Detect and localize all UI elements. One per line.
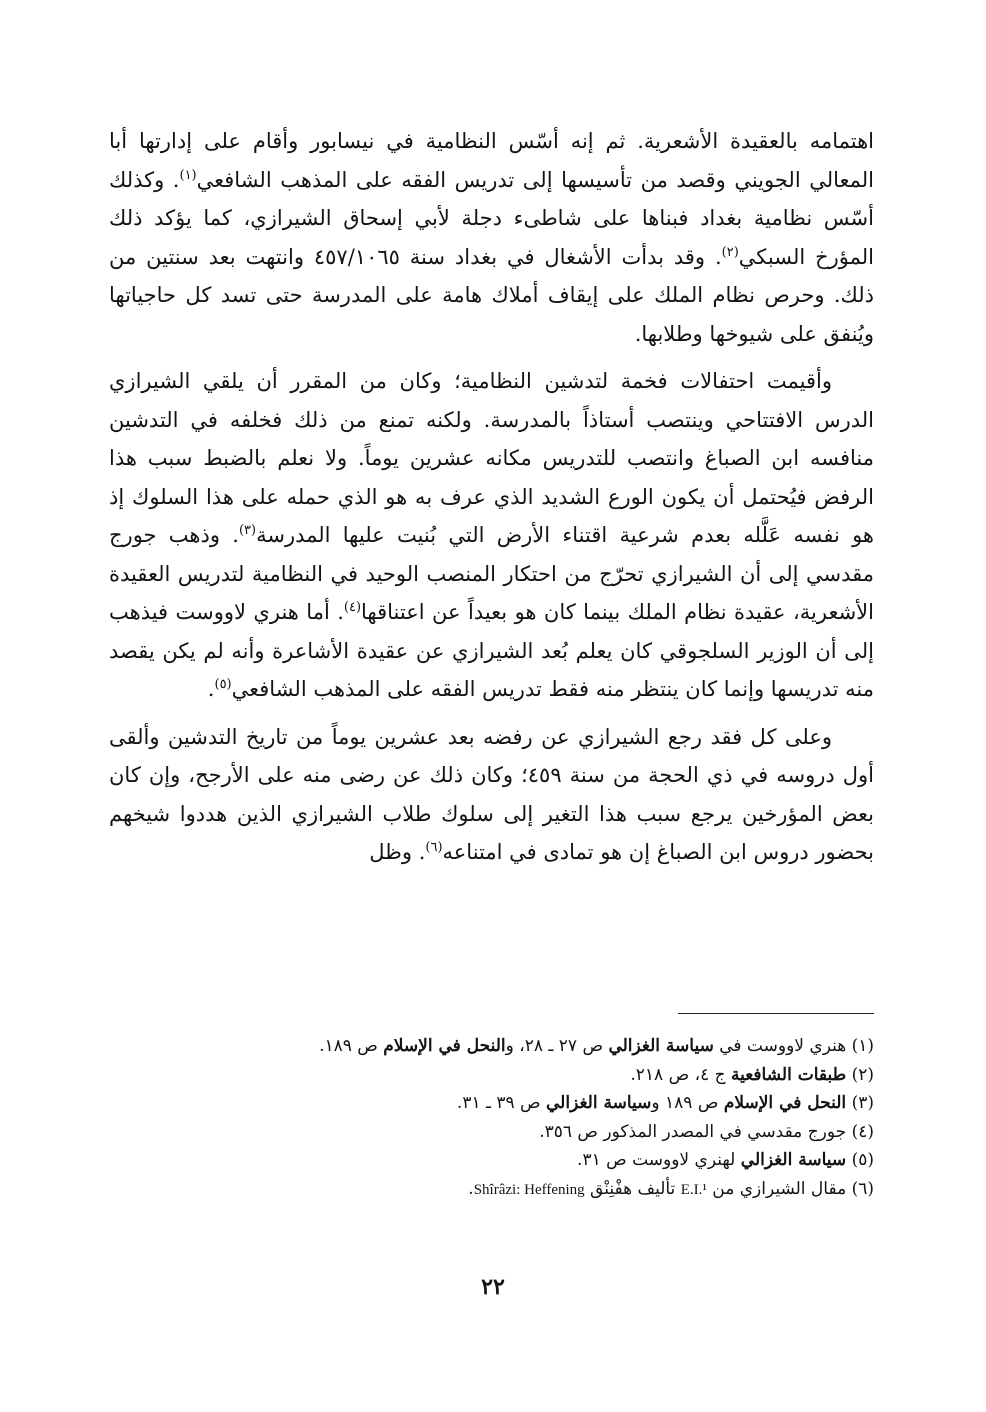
footnote-text: ص ١٨٩ و bbox=[651, 1093, 724, 1114]
footnote-ref-4: (٤) bbox=[343, 600, 362, 615]
footnote-text: ص ١٨٩. bbox=[319, 1036, 384, 1056]
footnote-title: طبقات الشافعية bbox=[730, 1064, 847, 1085]
footnote-number: (٢) bbox=[851, 1064, 874, 1085]
footnote-3 bbox=[109, 1089, 874, 1118]
paragraph-text: وأقيمت احتفالات فخمة لتدشين النظامية؛ وكان من المقرر أن يلقي الشيرازي الدرس الافتتاحي وينتصب أستاذاً بالمدرسة. ولكنه تمنع من ذلك فخلفه في التدشين منافسه ابن الصباغ وانتصب للتدريس مكانه عشرين يوماً. ولا نعلم بالضبط سبب هذا الرفض فيُحتمل أن يكون الورع الشديد الذي عرف به هو الذي حمله على هذا السلوك إذ هو نفسه عَلَّله بعدم شرعية اقتناء الأرض التي بُنيت عليها المدرسة bbox=[109, 369, 874, 547]
footnote-text: لهنري لاووست ص ٣١. bbox=[577, 1150, 741, 1171]
footnote-number: (٦) bbox=[851, 1178, 874, 1199]
footnote-number: (٥) bbox=[851, 1150, 874, 1171]
footnote-5 bbox=[109, 1146, 874, 1175]
footnote-number: (٤) bbox=[851, 1121, 874, 1142]
footnote-separator bbox=[678, 1013, 874, 1014]
paragraph-text: . أما هنري لاووست فيذهب إلى أن الوزير السلجوقي كان يعلم بُعد الشيرازي عن عقيدة الأشاعرة وأنه لم يكن يقصد منه تدريسها وإنما كان ينتظر منه فقط تدريس الفقه على المذهب الشافعي bbox=[109, 600, 874, 701]
paragraph-1 bbox=[109, 122, 874, 353]
footnote-text: ج ٤، ص ٢١٨. bbox=[630, 1064, 731, 1085]
paragraph-text: . وظل bbox=[369, 840, 426, 864]
footnote-text: ص ٢٧ ـ ٢٨، و bbox=[505, 1036, 609, 1056]
footnote-1 bbox=[109, 1032, 874, 1061]
footnote-title: سياسة الغزالي bbox=[740, 1150, 847, 1171]
footnote-ref-5: (٥) bbox=[214, 677, 232, 692]
footnote-2 bbox=[109, 1061, 874, 1090]
footnote-text: . bbox=[468, 1178, 474, 1199]
footnotes bbox=[109, 1032, 874, 1205]
footnote-text: ص ٣٩ ـ ٣١. bbox=[456, 1093, 547, 1114]
footnote-4 bbox=[109, 1118, 874, 1147]
footnote-text: مقال الشيرازي من bbox=[706, 1178, 847, 1199]
footnote-title: سياسة الغزالي bbox=[546, 1093, 652, 1114]
footnote-number: (٣) bbox=[851, 1093, 874, 1114]
paragraph-text: اهتمامه بالعقيدة الأشعرية. ثم إنه أسّس النظامية في نيسابور وأقام على إدارتها أبا المعالي الجويني وقصد من تأسيسها إلى تدريس الفقه على المذهب الشافعي bbox=[109, 129, 875, 192]
paragraph-text: . وذهب جورج مقدسي إلى أن الشيرازي تحرّج من احتكار المنصب الوحيد في النظامية لتدريس العقيدة الأشعرية، عقيدة نظام الملك بينما كان هو بعيداً عن اعتناقها bbox=[109, 523, 874, 624]
footnote-ref-3: (٣) bbox=[238, 523, 257, 538]
footnote-title: النحل في الإسلام bbox=[723, 1093, 847, 1114]
footnote-ref-1: (١) bbox=[179, 167, 197, 183]
footnote-text: جورج مقدسي في المصدر المذكور ص ٣٥٦. bbox=[539, 1121, 847, 1142]
footnote-latin-ref: E.I.¹ bbox=[680, 1181, 707, 1198]
footnote-ref-6: (٦) bbox=[425, 840, 443, 855]
footnote-title: النحل في الإسلام bbox=[383, 1036, 506, 1056]
page-number: ٢٢ bbox=[481, 1274, 505, 1300]
body-text bbox=[109, 122, 874, 881]
paragraph-text: . وقد بدأت الأشغال في بغداد سنة ٤٥٧/١٠٦٥ وانتهت بعد سنتين من ذلك. وحرص نظام الملك على إيقاف أملاك هامة على المدرسة حتى تسد كل حاجياتها ويُنفق على شيوخها وطلابها. bbox=[109, 244, 874, 346]
footnote-latin-title: Shîrâzi: Heffening bbox=[473, 1181, 585, 1198]
footnote-text: تأليف هفْنِنْق bbox=[584, 1178, 681, 1199]
paragraph-text: وعلى كل فقد رجع الشيرازي عن رفضه بعد عشرين يوماً من تاريخ التدشين وألقى أول دروسه في ذي الحجة من سنة ٤٥٩؛ وكان ذلك عن رضى منه على الأرجح، وإن كان بعض المؤرخين يرجع سبب هذا التغير إلى سلوك طلاب الشيرازي الذين هددوا شيخهم بحضور دروس ابن الصباغ إن هو تمادى في امتناعه bbox=[109, 724, 875, 864]
paragraph-text: . وكذلك أسّس نظامية بغداد فبناها على شاطىء دجلة لأبي إسحاق الشيرازي، كما يؤكد ذلك المؤرخ السبكي bbox=[109, 167, 874, 269]
footnote-number: (١) bbox=[851, 1036, 874, 1056]
footnote-ref-2: (٢) bbox=[721, 244, 739, 260]
paragraph-2 bbox=[109, 362, 874, 709]
paragraph-text: . bbox=[207, 677, 215, 701]
footnote-6 bbox=[109, 1175, 874, 1205]
footnote-title: سياسة الغزالي bbox=[608, 1036, 714, 1056]
paragraph-3 bbox=[109, 718, 874, 872]
footnote-text: هنري لاووست في bbox=[713, 1036, 847, 1056]
